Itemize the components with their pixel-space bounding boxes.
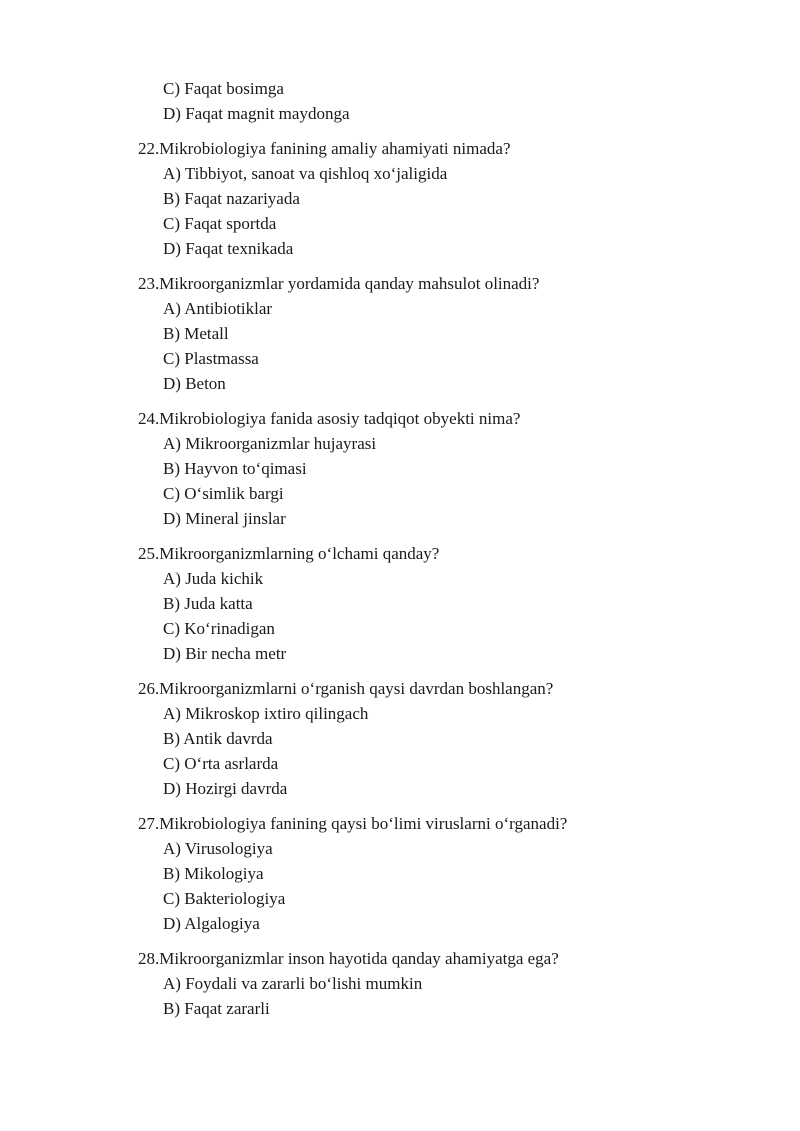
question-text: Mikroorganizmlarni o‘rganish qaysi davrdan boshlangan? — [159, 679, 554, 698]
options-list — [163, 971, 758, 1021]
question-number: 28. — [138, 949, 160, 968]
question-line — [138, 136, 758, 161]
option: D) Faqat magnit maydonga — [163, 104, 350, 123]
options-list — [163, 161, 758, 261]
question-number: 23. — [138, 274, 160, 293]
option-b: B) Faqat nazariyada — [163, 189, 300, 208]
option-c: C) Bakteriologiya — [163, 889, 286, 908]
option-a: A) Mikroskop ixtiro qilingach — [163, 704, 369, 723]
option-a: A) Mikroorganizmlar hujayrasi — [163, 434, 377, 453]
question-number: 27. — [138, 814, 160, 833]
option-d: D) Mineral jinslar — [163, 509, 286, 528]
option-d: D) Algalogiya — [163, 914, 260, 933]
option: C) Faqat bosimga — [163, 79, 284, 98]
option-a: A) Foydali va zararli bo‘lishi mumkin — [163, 974, 423, 993]
option-d: D) Hozirgi davrda — [163, 779, 288, 798]
options-list — [163, 296, 758, 396]
question-number: 26. — [138, 679, 160, 698]
option-b: B) Faqat zararli — [163, 999, 270, 1018]
question-24 — [138, 406, 758, 531]
option-a: A) Tibbiyot, sanoat va qishloq xo‘jaligida — [163, 164, 448, 183]
question-line — [138, 541, 758, 566]
question-number: 24. — [138, 409, 160, 428]
options-list — [163, 566, 758, 666]
question-28 — [138, 946, 758, 1021]
question-25 — [138, 541, 758, 666]
options-list — [163, 701, 758, 801]
question-line — [138, 946, 758, 971]
option-c: C) O‘rta asrlarda — [163, 754, 279, 773]
question-text: Mikroorganizmlar yordamida qanday mahsulot olinadi? — [159, 274, 540, 293]
option-b: B) Antik davrda — [163, 729, 273, 748]
question-number: 22. — [138, 139, 160, 158]
options-list — [163, 431, 758, 531]
previous-question-options — [163, 76, 350, 126]
option-c: C) Plastmassa — [163, 349, 259, 368]
question-line — [138, 271, 758, 296]
option-b: B) Hayvon to‘qimasi — [163, 459, 307, 478]
question-text: Mikroorganizmlar inson hayotida qanday ahamiyatga ega? — [159, 949, 559, 968]
question-27 — [138, 811, 758, 936]
question-line — [138, 676, 758, 701]
question-26 — [138, 676, 758, 801]
option-b: B) Mikologiya — [163, 864, 264, 883]
option-d: D) Bir necha metr — [163, 644, 287, 663]
option-d: D) Beton — [163, 374, 226, 393]
question-line — [138, 406, 758, 431]
question-number: 25. — [138, 544, 160, 563]
option-c: C) O‘simlik bargi — [163, 484, 284, 503]
question-text: Mikrobiologiya fanining qaysi bo‘limi viruslarni o‘rganadi? — [159, 814, 568, 833]
question-23 — [138, 271, 758, 396]
question-22 — [138, 136, 758, 261]
option-a: A) Virusologiya — [163, 839, 273, 858]
question-text: Mikrobiologiya fanining amaliy ahamiyati nimada? — [159, 139, 511, 158]
option-b: B) Juda katta — [163, 594, 253, 613]
question-line — [138, 811, 758, 836]
question-text: Mikrobiologiya fanida asosiy tadqiqot obyekti nima? — [159, 409, 521, 428]
option-d: D) Faqat texnikada — [163, 239, 294, 258]
option-c: C) Faqat sportda — [163, 214, 277, 233]
options-list — [163, 836, 758, 936]
option-b: B) Metall — [163, 324, 229, 343]
option-a: A) Antibiotiklar — [163, 299, 273, 318]
question-text: Mikroorganizmlarning o‘lchami qanday? — [159, 544, 440, 563]
option-c: C) Ko‘rinadigan — [163, 619, 275, 638]
option-a: A) Juda kichik — [163, 569, 264, 588]
